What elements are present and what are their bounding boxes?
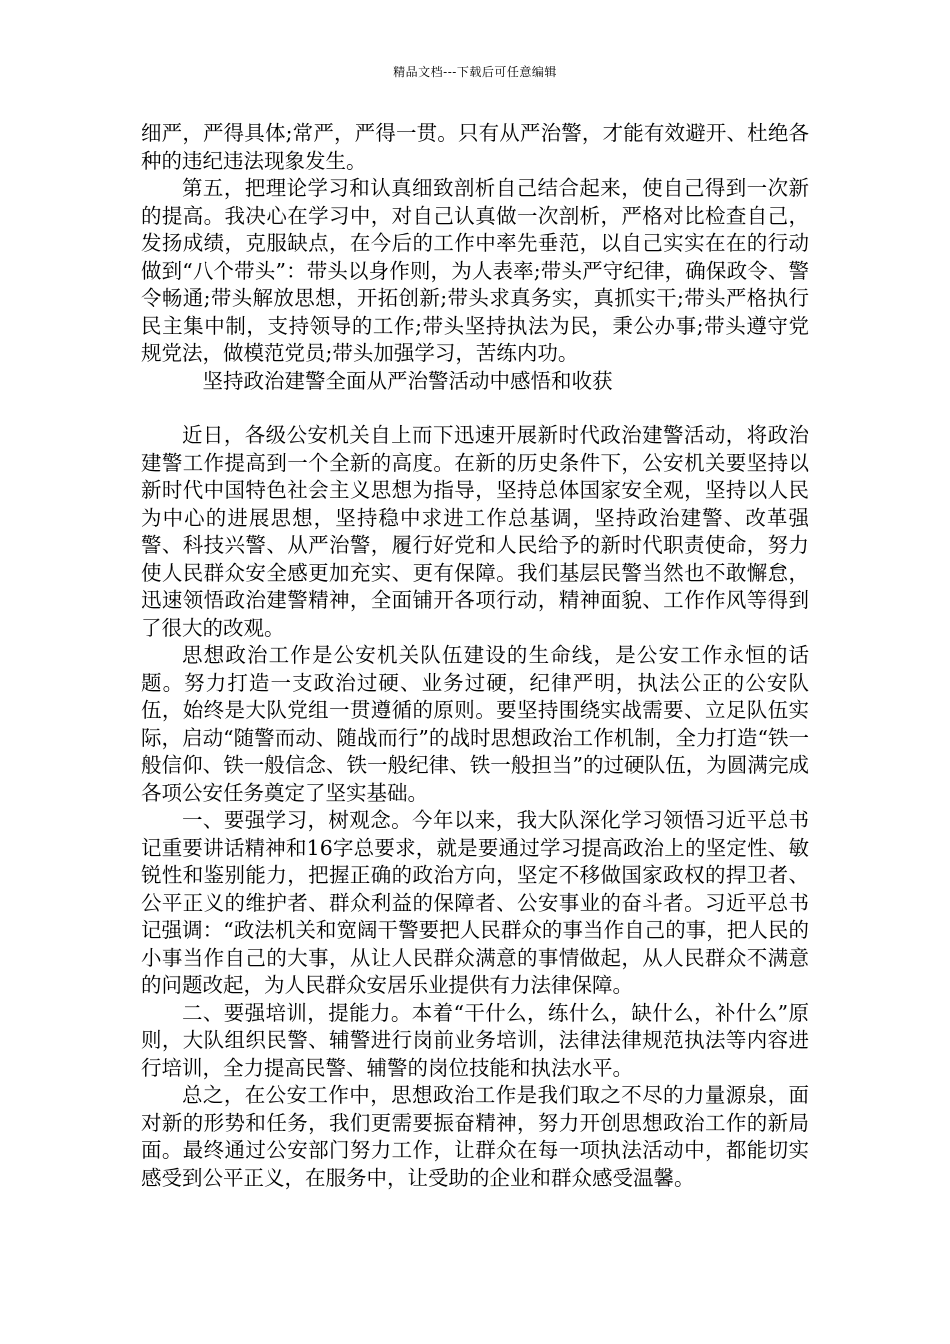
paragraph: 细严，严得具体;常严，严得一贯。只有从严治警，才能有效避开、杜绝各种的违纪违法现象发生。	[141, 121, 809, 173]
paragraph: 一、要强学习，树观念。今年以来，我大队深化学习领悟习近平总书记重要讲话精神和16字总要求，就是要通过学习提高政治上的坚定性、敏锐性和鉴别能力，把握正确的政治方向，坚定不移做国家政权的捍卫者、公平正义的维护者、群众利益的保障者、公安事业的奋斗者。习近平总书记强调：“政法机关和宽阔干警要把人民群众的事当作自己的事，把人民的小事当作自己的大事，从让人民群众满意的事情做起，从人民群众不满意的问题改起，为人民群众安居乐业提供有力法律保障。	[141, 808, 809, 997]
page-header: 精品文档---下载后可任意编辑	[393, 65, 557, 79]
paragraph: 第五，把理论学习和认真细致剖析自己结合起来，使自己得到一次新的提高。我决心在学习中，对自己认真做一次剖析，严格对比检查自己，发扬成绩，克服缺点，在今后的工作中率先垂范，以自己实实在在的行动做到“八个带头”：带头以身作则，为人表率;带头严守纪律，确保政令、警令畅通;带头解放思想，开拓创新;带头求真务实，真抓实干;带头严格执行民主集中制，支持领导的工作;带头坚持执法为民，秉公办事;带头遵守党规党法，做模范党员;带头加强学习，苦练内功。	[141, 176, 809, 365]
section-title: 坚持政治建警全面从严治警活动中感悟和收获	[202, 368, 613, 393]
paragraph: 近日，各级公安机关自上而下迅速开展新时代政治建警活动，将政治建警工作提高到一个全新的高度。在新的历史条件下，公安机关要坚持以新时代中国特色社会主义思想为指导，坚持总体国家安全观，坚持以人民为中心的进展思想，坚持稳中求进工作总基调，坚持政治建警、改革强警、科技兴警、从严治警，履行好党和人民给予的新时代职责使命，努力使人民群众安全感更加充实、更有保障。我们基层民警当然也不敢懈怠，迅速领悟政治建警精神，全面铺开各项行动，精神面貌、工作作风等得到了很大的改观。	[141, 423, 809, 640]
document-body	[141, 120, 809, 1192]
paragraph: 总之，在公安工作中，思想政治工作是我们取之不尽的力量源泉，面对新的形势和任务，我们更需要振奋精神，努力开创思想政治工作的新局面。最终通过公安部门努力工作，让群众在每一项执法活动中，都能切实感受到公平正义，在服务中，让受助的企业和群众感受温馨。	[141, 1083, 809, 1190]
paragraph: 思想政治工作是公安机关队伍建设的生命线，是公安工作永恒的话题。努力打造一支政治过硬、业务过硬，纪律严明，执法公正的公安队伍，始终是大队党组一贯遵循的原则。要坚持围绕实战需要、立足队伍实际，启动“随警而动、随战而行”的战时思想政治工作机制，全力打造“铁一般信仰、铁一般信念、铁一般纪律、铁一般担当”的过硬队伍，为圆满完成各项公安任务奠定了坚实基础。	[141, 643, 809, 805]
paragraph: 二、要强培训，提能力。本着“干什么，练什么，缺什么，补什么”原则，大队组织民警、辅警进行岗前业务培训，法律法律规范执法等内容进行培训，全力提高民警、辅警的岗位技能和执法水平。	[141, 1000, 809, 1080]
